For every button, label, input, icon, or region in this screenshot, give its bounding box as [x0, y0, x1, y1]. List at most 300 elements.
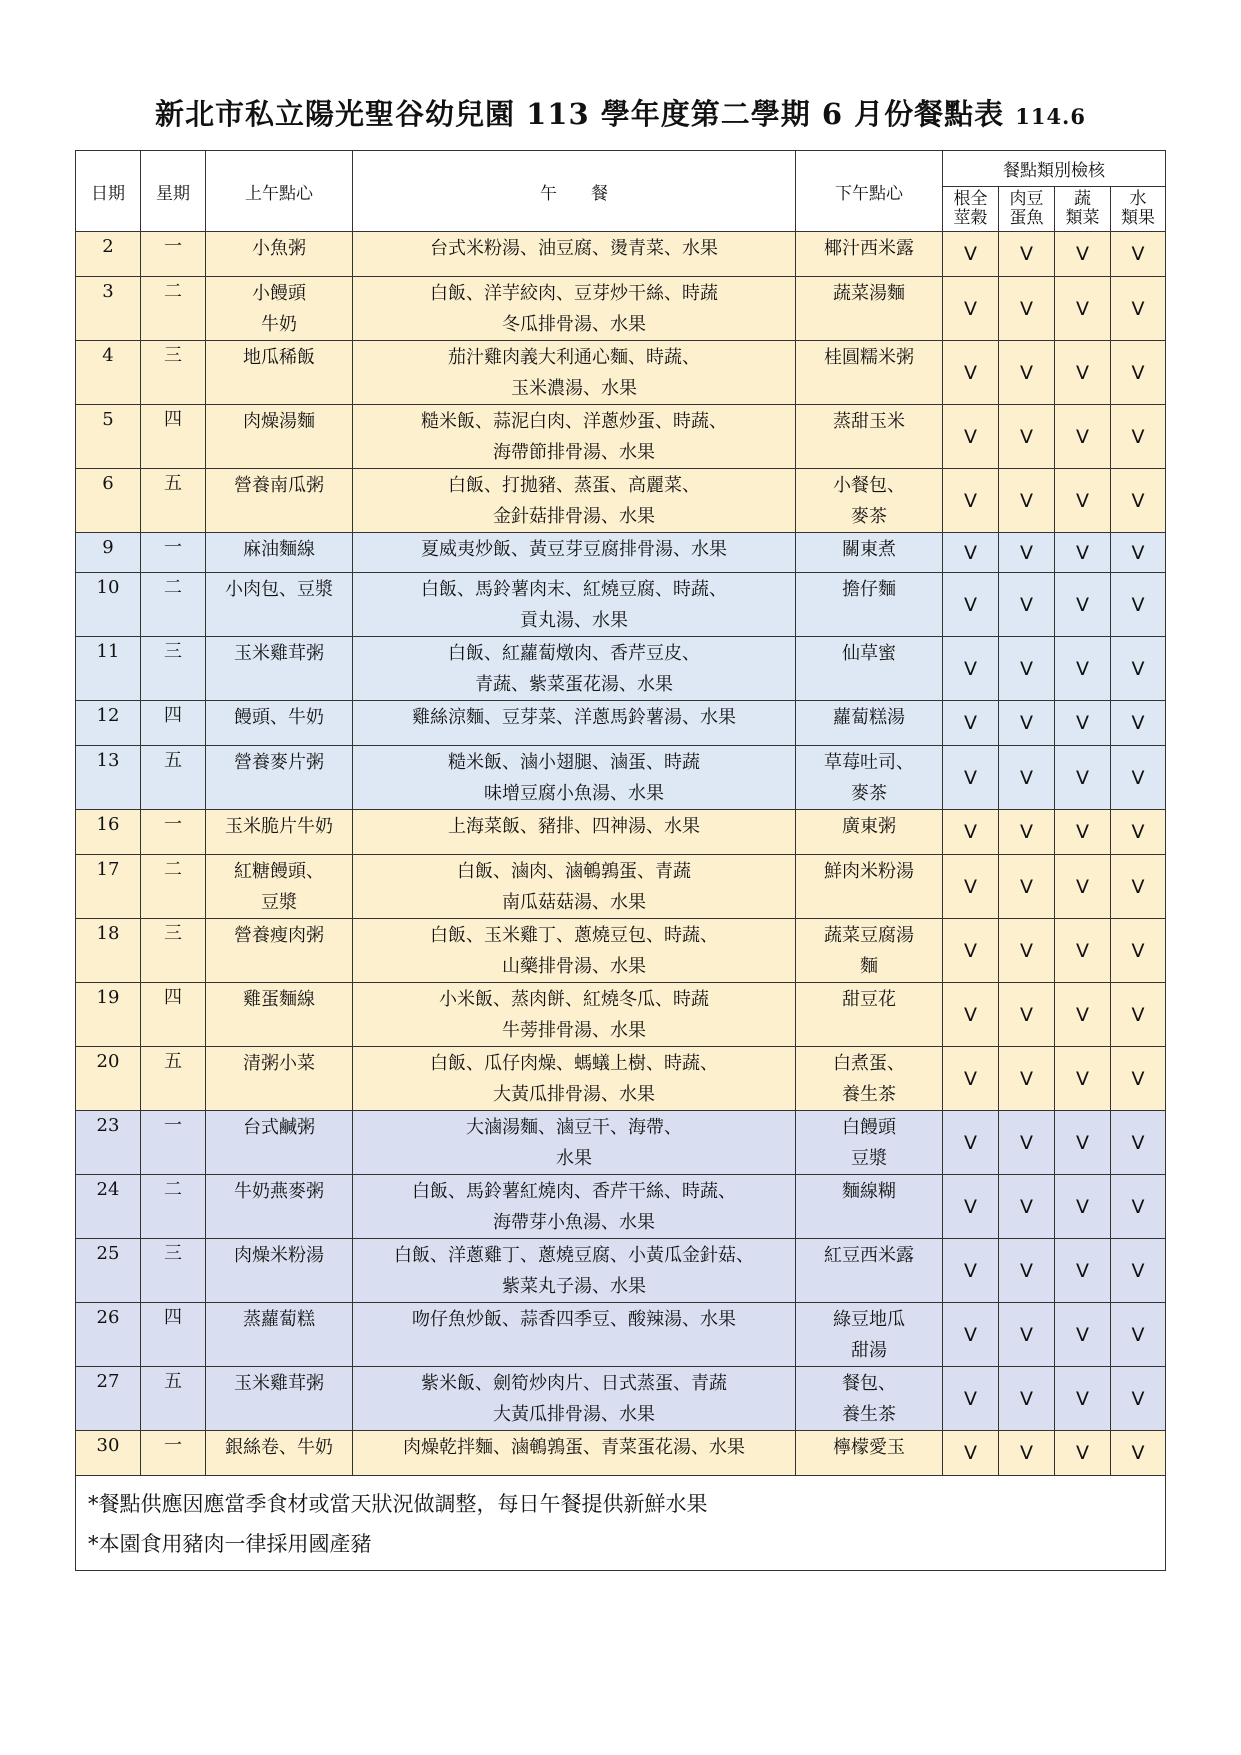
check-mark-cell [1111, 810, 1166, 855]
afternoon-snack-cell [796, 405, 943, 469]
lunch-cell [353, 533, 796, 573]
afternoon-snack-cell [796, 1111, 943, 1175]
check-mark-cell [943, 919, 999, 983]
lunch-cell-text: 白飯、打拋豬、蒸蛋、高麗菜、 金針菇排骨湯、水果 [448, 475, 700, 527]
weekday-cell-text: 四 [164, 987, 182, 1008]
check-mark-cell [999, 277, 1055, 341]
lunch-cell-text: 肉燥乾拌麵、滷鵪鶉蛋、青菜蛋花湯、水果 [403, 1437, 745, 1458]
check-mark-cell-text: V [964, 1387, 977, 1410]
check-mark-cell [1111, 469, 1166, 533]
afternoon-snack-cell-text: 蔬菜湯麵 [833, 283, 905, 304]
check-mark-cell-text: V [1076, 1387, 1089, 1410]
check-mark-cell-text: V [1131, 1387, 1145, 1410]
check-mark-cell [1111, 746, 1166, 810]
afternoon-snack-cell [796, 1431, 943, 1476]
check-mark-cell-text: V [1020, 712, 1033, 734]
afternoon-snack-cell [796, 232, 943, 277]
check-mark-cell-text: V [1131, 1195, 1145, 1218]
check-mark-cell-text: V [1131, 1259, 1145, 1282]
date-cell [76, 232, 141, 277]
weekday-cell-text: 四 [164, 705, 182, 726]
weekday-cell [141, 810, 206, 855]
check-mark-cell [943, 277, 999, 341]
check-mark-cell [1055, 533, 1111, 573]
lunch-cell [353, 637, 796, 701]
afternoon-snack-cell [796, 1175, 943, 1239]
check-mark-cell [943, 1431, 999, 1476]
morning-snack-cell-text: 玉米雞茸粥 [234, 1373, 324, 1394]
lunch-cell [353, 855, 796, 919]
lunch-cell-text: 茄汁雞肉義大利通心麵、時蔬、 玉米濃湯、水果 [448, 347, 700, 399]
lunch-cell [353, 1047, 796, 1111]
weekday-cell [141, 855, 206, 919]
table-row [76, 533, 1166, 573]
weekday-cell [141, 469, 206, 533]
afternoon-snack-cell-text: 麵線糊 [842, 1181, 896, 1202]
check-mark-cell [999, 1303, 1055, 1367]
weekday-cell-text: 二 [164, 281, 182, 302]
check-mark-cell-text: V [1131, 593, 1145, 616]
check-mark-cell-text: V [1131, 1323, 1145, 1346]
check-mark-cell [1055, 855, 1111, 919]
table-row [76, 746, 1166, 810]
morning-snack-cell [206, 637, 353, 701]
date-cell [76, 341, 141, 405]
lunch-cell [353, 1303, 796, 1367]
check-mark-cell [999, 1431, 1055, 1476]
lunch-cell [353, 469, 796, 533]
afternoon-snack-cell [796, 701, 943, 746]
check-mark-cell [1055, 810, 1111, 855]
lunch-cell-text: 白飯、瓜仔肉燥、螞蟻上樹、時蔬、 大黃瓜排骨湯、水果 [430, 1053, 718, 1105]
date-cell-text: 3 [102, 281, 114, 302]
morning-snack-cell-text: 小肉包、豆漿 [225, 579, 333, 600]
check-mark-cell [1055, 746, 1111, 810]
date-cell [76, 919, 141, 983]
morning-snack-cell-text: 小饅頭 牛奶 [252, 283, 306, 335]
morning-snack-cell-text: 肉燥湯麵 [243, 411, 315, 432]
check-mark-cell-text: V [964, 1131, 977, 1154]
date-cell-text: 2 [102, 236, 114, 257]
check-mark-cell [1055, 1431, 1111, 1476]
weekday-cell [141, 1367, 206, 1431]
check-mark-cell-text: V [964, 1323, 977, 1346]
check-mark-cell-text: V [1020, 821, 1033, 843]
check-mark-cell-text: V [964, 1259, 977, 1282]
table-row [76, 1047, 1166, 1111]
note-line: *本園食用豬肉一律採用國產豬 [88, 1532, 372, 1556]
date-cell-text: 9 [102, 537, 114, 558]
lunch-cell-text: 白飯、紅蘿蔔燉肉、香芹豆皮、 青蔬、紫菜蛋花湯、水果 [448, 643, 700, 695]
check-mark-cell [943, 405, 999, 469]
table-row [76, 277, 1166, 341]
check-mark-cell [999, 533, 1055, 573]
note-line: *餐點供應因應當季食材或當天狀況做調整，每日午餐提供新鮮水果 [88, 1492, 708, 1516]
check-mark-cell [999, 983, 1055, 1047]
check-mark-cell [999, 232, 1055, 277]
check-mark-cell-text: V [1131, 1131, 1145, 1154]
weekday-cell-text: 二 [164, 859, 182, 880]
check-mark-cell [999, 405, 1055, 469]
morning-snack-cell-text: 營養麥片粥 [234, 752, 324, 773]
weekday-cell-text: 五 [164, 1371, 182, 1392]
afternoon-snack-cell-text: 餐包、 養生茶 [842, 1373, 896, 1425]
lunch-cell-text: 雞絲涼麵、豆芽菜、洋蔥馬鈴薯湯、水果 [412, 707, 736, 728]
check-mark-cell-text: V [1020, 1387, 1033, 1410]
table-row [76, 232, 1166, 277]
weekday-cell [141, 1239, 206, 1303]
lunch-cell-text: 白飯、玉米雞丁、蔥燒豆包、時蔬、 山藥排骨湯、水果 [430, 925, 718, 977]
check-mark-cell-text: V [1076, 243, 1089, 265]
check-mark-cell [999, 1111, 1055, 1175]
table-row [76, 1239, 1166, 1303]
check-mark-cell-text: V [964, 297, 977, 320]
table-row [76, 469, 1166, 533]
weekday-cell [141, 983, 206, 1047]
check-mark-cell-text: V [1076, 1259, 1089, 1282]
date-cell-text: 24 [96, 1179, 120, 1200]
afternoon-snack-cell-text: 蔬菜豆腐湯 麵 [824, 925, 914, 977]
check-mark-cell [943, 533, 999, 573]
check-mark-cell-text: V [1020, 939, 1033, 962]
afternoon-snack-cell-text: 白饅頭 豆漿 [842, 1117, 896, 1169]
date-cell-text: 10 [96, 577, 120, 598]
check-mark-cell-text: V [964, 489, 977, 512]
check-mark-cell-text: V [1020, 489, 1033, 512]
morning-snack-cell-text: 玉米脆片牛奶 [225, 816, 333, 837]
morning-snack-cell [206, 1367, 353, 1431]
date-cell [76, 1431, 141, 1476]
weekday-cell [141, 746, 206, 810]
afternoon-snack-cell [796, 1047, 943, 1111]
check-mark-cell-text: V [964, 593, 977, 616]
check-mark-cell [1055, 232, 1111, 277]
afternoon-snack-cell-text: 廣東粥 [842, 816, 896, 837]
check-mark-cell [1055, 1047, 1111, 1111]
morning-snack-cell [206, 1239, 353, 1303]
afternoon-snack-cell-text: 仙草蜜 [842, 643, 896, 664]
check-mark-cell-text: V [1076, 1195, 1089, 1218]
check-mark-cell [943, 1303, 999, 1367]
date-cell [76, 1175, 141, 1239]
weekday-cell-text: 五 [164, 473, 182, 494]
check-mark-cell-text: V [964, 657, 977, 680]
weekday-cell [141, 533, 206, 573]
date-cell-text: 17 [96, 859, 120, 880]
afternoon-snack-cell-text: 草莓吐司、 麥茶 [824, 752, 914, 804]
check-mark-cell [999, 1175, 1055, 1239]
check-mark-cell-text: V [1020, 1323, 1033, 1346]
afternoon-snack-cell-text: 椰汁西米露 [824, 238, 914, 259]
check-mark-cell [999, 637, 1055, 701]
check-mark-cell [1055, 1303, 1111, 1367]
header-check-group: 餐點類別檢核 [943, 151, 1166, 187]
morning-snack-cell-text: 牛奶燕麥粥 [234, 1181, 324, 1202]
afternoon-snack-cell [796, 1303, 943, 1367]
header-morning-snack: 上午點心 [206, 151, 353, 232]
weekday-cell-text: 五 [164, 750, 182, 771]
table-row [76, 1367, 1166, 1431]
afternoon-snack-cell [796, 1239, 943, 1303]
afternoon-snack-cell [796, 746, 943, 810]
check-mark-cell-text: V [1020, 1442, 1033, 1464]
check-mark-cell [999, 469, 1055, 533]
morning-snack-cell [206, 469, 353, 533]
date-cell-text: 4 [102, 345, 114, 366]
check-mark-cell [943, 341, 999, 405]
weekday-cell-text: 一 [164, 814, 182, 835]
date-cell-text: 26 [96, 1307, 120, 1328]
check-mark-cell-text: V [1020, 1131, 1033, 1154]
afternoon-snack-cell-text: 綠豆地瓜 甜湯 [833, 1309, 905, 1361]
check-mark-cell-text: V [964, 875, 977, 898]
date-cell [76, 637, 141, 701]
check-mark-cell [999, 1239, 1055, 1303]
morning-snack-cell-text: 銀絲卷、牛奶 [225, 1437, 333, 1458]
date-cell-text: 23 [96, 1115, 120, 1136]
check-mark-cell-text: V [1076, 712, 1089, 734]
check-mark-cell-text: V [1076, 1131, 1089, 1154]
morning-snack-cell [206, 701, 353, 746]
date-cell [76, 405, 141, 469]
lunch-cell [353, 1239, 796, 1303]
lunch-cell-text: 小米飯、蒸肉餅、紅燒冬瓜、時蔬 牛蒡排骨湯、水果 [439, 989, 709, 1041]
lunch-cell-text: 台式米粉湯、油豆腐、燙青菜、水果 [430, 238, 718, 259]
date-cell [76, 1047, 141, 1111]
check-mark-cell-text: V [1076, 939, 1089, 962]
table-row [76, 1431, 1166, 1476]
check-mark-cell-text: V [1131, 1442, 1145, 1464]
check-mark-cell-text: V [1076, 1442, 1089, 1464]
date-cell-text: 12 [96, 705, 120, 726]
check-mark-cell-text: V [964, 821, 977, 843]
check-mark-cell-text: V [964, 1195, 977, 1218]
header-check-fruit: 水 類果 [1111, 187, 1166, 232]
check-mark-cell-text: V [964, 1442, 977, 1464]
morning-snack-cell [206, 573, 353, 637]
weekday-cell [141, 1111, 206, 1175]
check-mark-cell-text: V [1131, 1003, 1145, 1026]
check-mark-cell-text: V [1131, 875, 1145, 898]
check-mark-cell [943, 810, 999, 855]
afternoon-snack-cell-text: 小餐包、 麥茶 [833, 475, 905, 527]
weekday-cell [141, 919, 206, 983]
weekday-cell [141, 573, 206, 637]
morning-snack-cell [206, 1175, 353, 1239]
check-mark-cell-text: V [1131, 1067, 1145, 1090]
check-mark-cell-text: V [1076, 297, 1089, 320]
date-cell [76, 810, 141, 855]
check-mark-cell [1111, 637, 1166, 701]
check-mark-cell [999, 341, 1055, 405]
header-weekday: 星期 [141, 151, 206, 232]
check-mark-cell-text: V [1020, 541, 1033, 564]
date-cell [76, 573, 141, 637]
header-check-protein: 肉豆 蛋魚 [999, 187, 1055, 232]
lunch-cell-text: 白飯、馬鈴薯紅燒肉、香芹干絲、時蔬、 海帶芽小魚湯、水果 [412, 1181, 736, 1233]
date-cell-text: 6 [102, 473, 114, 494]
morning-snack-cell [206, 810, 353, 855]
check-mark-cell [1055, 983, 1111, 1047]
morning-snack-cell-text: 地瓜稀飯 [243, 347, 315, 368]
afternoon-snack-cell [796, 573, 943, 637]
check-mark-cell [1111, 232, 1166, 277]
check-mark-cell [1055, 469, 1111, 533]
check-mark-cell-text: V [1020, 875, 1033, 898]
weekday-cell-text: 三 [164, 345, 182, 366]
check-mark-cell [943, 983, 999, 1047]
check-mark-cell [943, 855, 999, 919]
date-cell [76, 1111, 141, 1175]
morning-snack-cell [206, 919, 353, 983]
check-mark-cell [943, 1239, 999, 1303]
date-cell [76, 746, 141, 810]
check-mark-cell-text: V [1020, 593, 1033, 616]
afternoon-snack-cell-text: 檸檬愛玉 [833, 1437, 905, 1458]
check-mark-cell [1055, 277, 1111, 341]
table-row [76, 810, 1166, 855]
lunch-cell [353, 1431, 796, 1476]
check-mark-cell-text: V [1131, 821, 1145, 843]
weekday-cell [141, 341, 206, 405]
weekday-cell [141, 1303, 206, 1367]
check-mark-cell-text: V [964, 425, 977, 448]
weekday-cell-text: 一 [164, 537, 182, 558]
morning-snack-cell-text: 營養南瓜粥 [234, 475, 324, 496]
weekday-cell [141, 701, 206, 746]
afternoon-snack-cell-text: 甜豆花 [842, 989, 896, 1010]
morning-snack-cell-text: 麻油麵線 [243, 539, 315, 560]
afternoon-snack-cell-text: 白煮蛋、 養生茶 [833, 1053, 905, 1105]
check-mark-cell-text: V [1076, 875, 1089, 898]
title-text: 新北市私立陽光聖谷幼兒園 113 學年度第二學期 6 月份餐點表 [155, 97, 1005, 131]
weekday-cell [141, 1047, 206, 1111]
check-mark-cell-text: V [1076, 361, 1089, 384]
lunch-cell [353, 1367, 796, 1431]
morning-snack-cell [206, 1047, 353, 1111]
table-row [76, 855, 1166, 919]
check-mark-cell-text: V [1020, 1003, 1033, 1026]
check-mark-cell [943, 701, 999, 746]
check-mark-cell-text: V [964, 361, 977, 384]
date-cell-text: 27 [96, 1371, 120, 1392]
check-mark-cell [1111, 983, 1166, 1047]
lunch-cell [353, 341, 796, 405]
check-mark-cell [999, 1367, 1055, 1431]
title-version: 114.6 [1015, 104, 1086, 129]
weekday-cell-text: 三 [164, 641, 182, 662]
table-row [76, 1111, 1166, 1175]
check-mark-cell-text: V [1131, 243, 1145, 265]
date-cell [76, 855, 141, 919]
check-mark-cell [943, 1175, 999, 1239]
check-mark-cell-text: V [1131, 766, 1145, 789]
morning-snack-cell [206, 405, 353, 469]
afternoon-snack-cell [796, 469, 943, 533]
check-mark-cell-text: V [1131, 657, 1145, 680]
check-mark-cell [999, 1047, 1055, 1111]
weekday-cell-text: 二 [164, 1179, 182, 1200]
table-row [76, 573, 1166, 637]
date-cell [76, 701, 141, 746]
afternoon-snack-cell [796, 637, 943, 701]
date-cell [76, 469, 141, 533]
morning-snack-cell [206, 983, 353, 1047]
afternoon-snack-cell-text: 關東煮 [842, 539, 896, 560]
lunch-cell [353, 1175, 796, 1239]
header-check-grains: 根全 莖穀 [943, 187, 999, 232]
check-mark-cell-text: V [1076, 1067, 1089, 1090]
check-mark-cell-text: V [1076, 541, 1089, 564]
morning-snack-cell-text: 台式鹹粥 [243, 1117, 315, 1138]
page-title [0, 92, 1241, 133]
check-mark-cell [1111, 405, 1166, 469]
lunch-cell [353, 573, 796, 637]
lunch-cell-text: 大滷湯麵、滷豆干、海帶、 水果 [466, 1117, 682, 1169]
check-mark-cell-text: V [964, 712, 977, 734]
weekday-cell-text: 四 [164, 409, 182, 430]
afternoon-snack-cell-text: 紅豆西米露 [824, 1245, 914, 1266]
afternoon-snack-cell [796, 983, 943, 1047]
check-mark-cell [1111, 1047, 1166, 1111]
weekday-cell [141, 405, 206, 469]
check-mark-cell [1111, 919, 1166, 983]
lunch-cell-text: 白飯、馬鈴薯肉末、紅燒豆腐、時蔬、 貢丸湯、水果 [421, 579, 727, 631]
date-cell-text: 11 [96, 641, 120, 662]
afternoon-snack-cell-text: 擔仔麵 [842, 579, 896, 600]
table-row [76, 1303, 1166, 1367]
lunch-cell [353, 405, 796, 469]
check-mark-cell-text: V [1076, 657, 1089, 680]
check-mark-cell [943, 1111, 999, 1175]
check-mark-cell [1111, 1175, 1166, 1239]
date-cell-text: 18 [96, 923, 120, 944]
check-mark-cell-text: V [1131, 425, 1145, 448]
weekday-cell-text: 一 [164, 1115, 182, 1136]
morning-snack-cell [206, 855, 353, 919]
lunch-cell-text: 紫米飯、劍筍炒肉片、日式蒸蛋、青蔬 大黃瓜排骨湯、水果 [421, 1373, 727, 1425]
lunch-cell [353, 277, 796, 341]
date-cell-text: 5 [102, 409, 114, 430]
weekday-cell [141, 277, 206, 341]
check-mark-cell-text: V [964, 541, 977, 564]
check-mark-cell-text: V [1131, 712, 1145, 734]
check-mark-cell [999, 810, 1055, 855]
check-mark-cell [943, 469, 999, 533]
morning-snack-cell [206, 341, 353, 405]
date-cell-text: 25 [96, 1243, 120, 1264]
morning-snack-cell [206, 232, 353, 277]
weekday-cell-text: 二 [164, 577, 182, 598]
weekday-cell-text: 一 [164, 1435, 182, 1456]
check-mark-cell [943, 637, 999, 701]
check-mark-cell-text: V [1076, 1323, 1089, 1346]
weekday-cell-text: 四 [164, 1307, 182, 1328]
check-mark-cell [943, 1047, 999, 1111]
lunch-cell-text: 上海菜飯、豬排、四神湯、水果 [448, 816, 700, 837]
weekday-cell-text: 三 [164, 1243, 182, 1264]
morning-snack-cell [206, 746, 353, 810]
afternoon-snack-cell [796, 1367, 943, 1431]
lunch-cell [353, 919, 796, 983]
check-mark-cell [1055, 1367, 1111, 1431]
check-mark-cell [943, 1367, 999, 1431]
afternoon-snack-cell-text: 桂圓糯米粥 [824, 347, 914, 368]
check-mark-cell-text: V [964, 939, 977, 962]
check-mark-cell-text: V [1020, 1195, 1033, 1218]
morning-snack-cell-text: 營養瘦肉粥 [234, 925, 324, 946]
check-mark-cell-text: V [1131, 939, 1145, 962]
